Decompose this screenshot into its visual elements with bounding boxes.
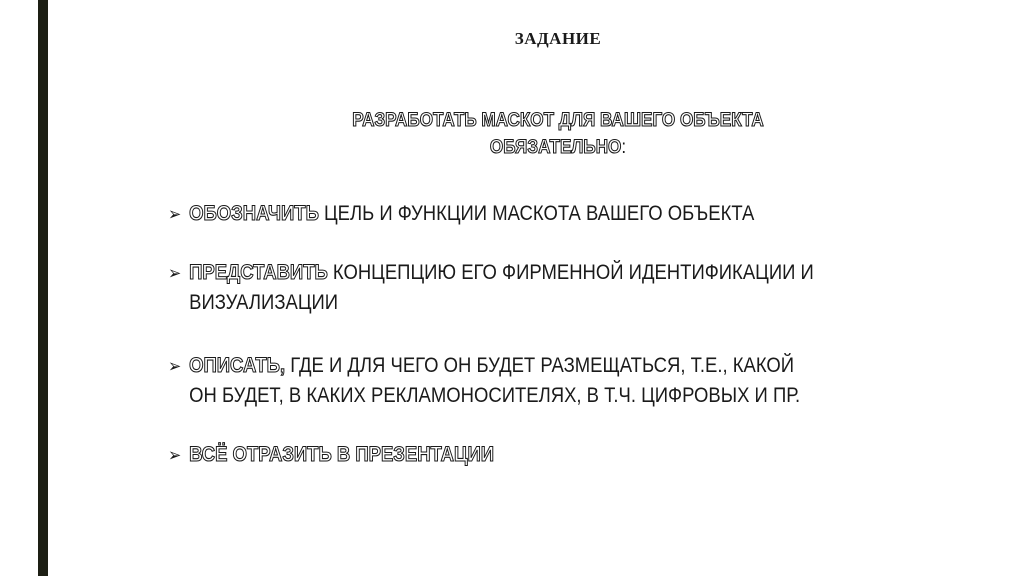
arrow-bullet-icon: ➢ xyxy=(168,263,182,283)
arrow-bullet-icon: ➢ xyxy=(168,445,182,465)
arrow-bullet-icon: ➢ xyxy=(168,356,182,376)
bullet-highlight: ОБОЗНАЧИТЬ xyxy=(189,202,319,225)
bullet-text: КОНЦЕПЦИЮ ЕГО ФИРМЕННОЙ ИДЕНТИФИКАЦИИ И xyxy=(327,261,814,284)
bullet-highlight: ВСЁ ОТРАЗИТЬ В ПРЕЗЕНТАЦИИ xyxy=(189,443,495,466)
bullet-item-2 xyxy=(168,258,814,318)
bullet-text: ГДЕ И ДЛЯ ЧЕГО ОН БУДЕТ РАЗМЕЩАТЬСЯ, Т.Е., КАКОЙ xyxy=(285,354,795,377)
subtitle-line-2 xyxy=(56,134,1024,161)
bullet-text-continued: ВИЗУАЛИЗАЦИИ xyxy=(189,291,339,314)
subtitle-colon: : xyxy=(621,137,627,158)
subtitle-line-1: РАЗРАБОТАТЬ МАСКОТ ДЛЯ ВАШЕГО ОБЪЕКТА xyxy=(352,110,764,131)
left-accent-bar xyxy=(38,0,48,576)
bullet-highlight: ОПИСАТЬ, xyxy=(189,354,286,377)
bullet-highlight: ПРЕДСТАВИТЬ xyxy=(189,261,328,284)
arrow-bullet-icon: ➢ xyxy=(168,204,182,224)
bullet-item-1 xyxy=(168,199,754,229)
slide-title: ЗАДАНИЕ xyxy=(514,29,602,48)
bullet-text: ЦЕЛЬ И ФУНКЦИИ МАСКОТА ВАШЕГО ОБЪЕКТА xyxy=(318,202,755,225)
slide-subtitle xyxy=(56,107,1024,161)
subtitle-outline-word: ОБЯЗАТЕЛЬНО xyxy=(489,137,622,158)
bullet-item-3 xyxy=(168,351,800,411)
bullet-text-continued: ОН БУДЕТ, В КАКИХ РЕКЛАМОНОСИТЕЛЯХ, В Т.Ч. ЦИФРОВЫХ И ПР. xyxy=(189,384,801,407)
bullet-item-4 xyxy=(168,440,494,470)
